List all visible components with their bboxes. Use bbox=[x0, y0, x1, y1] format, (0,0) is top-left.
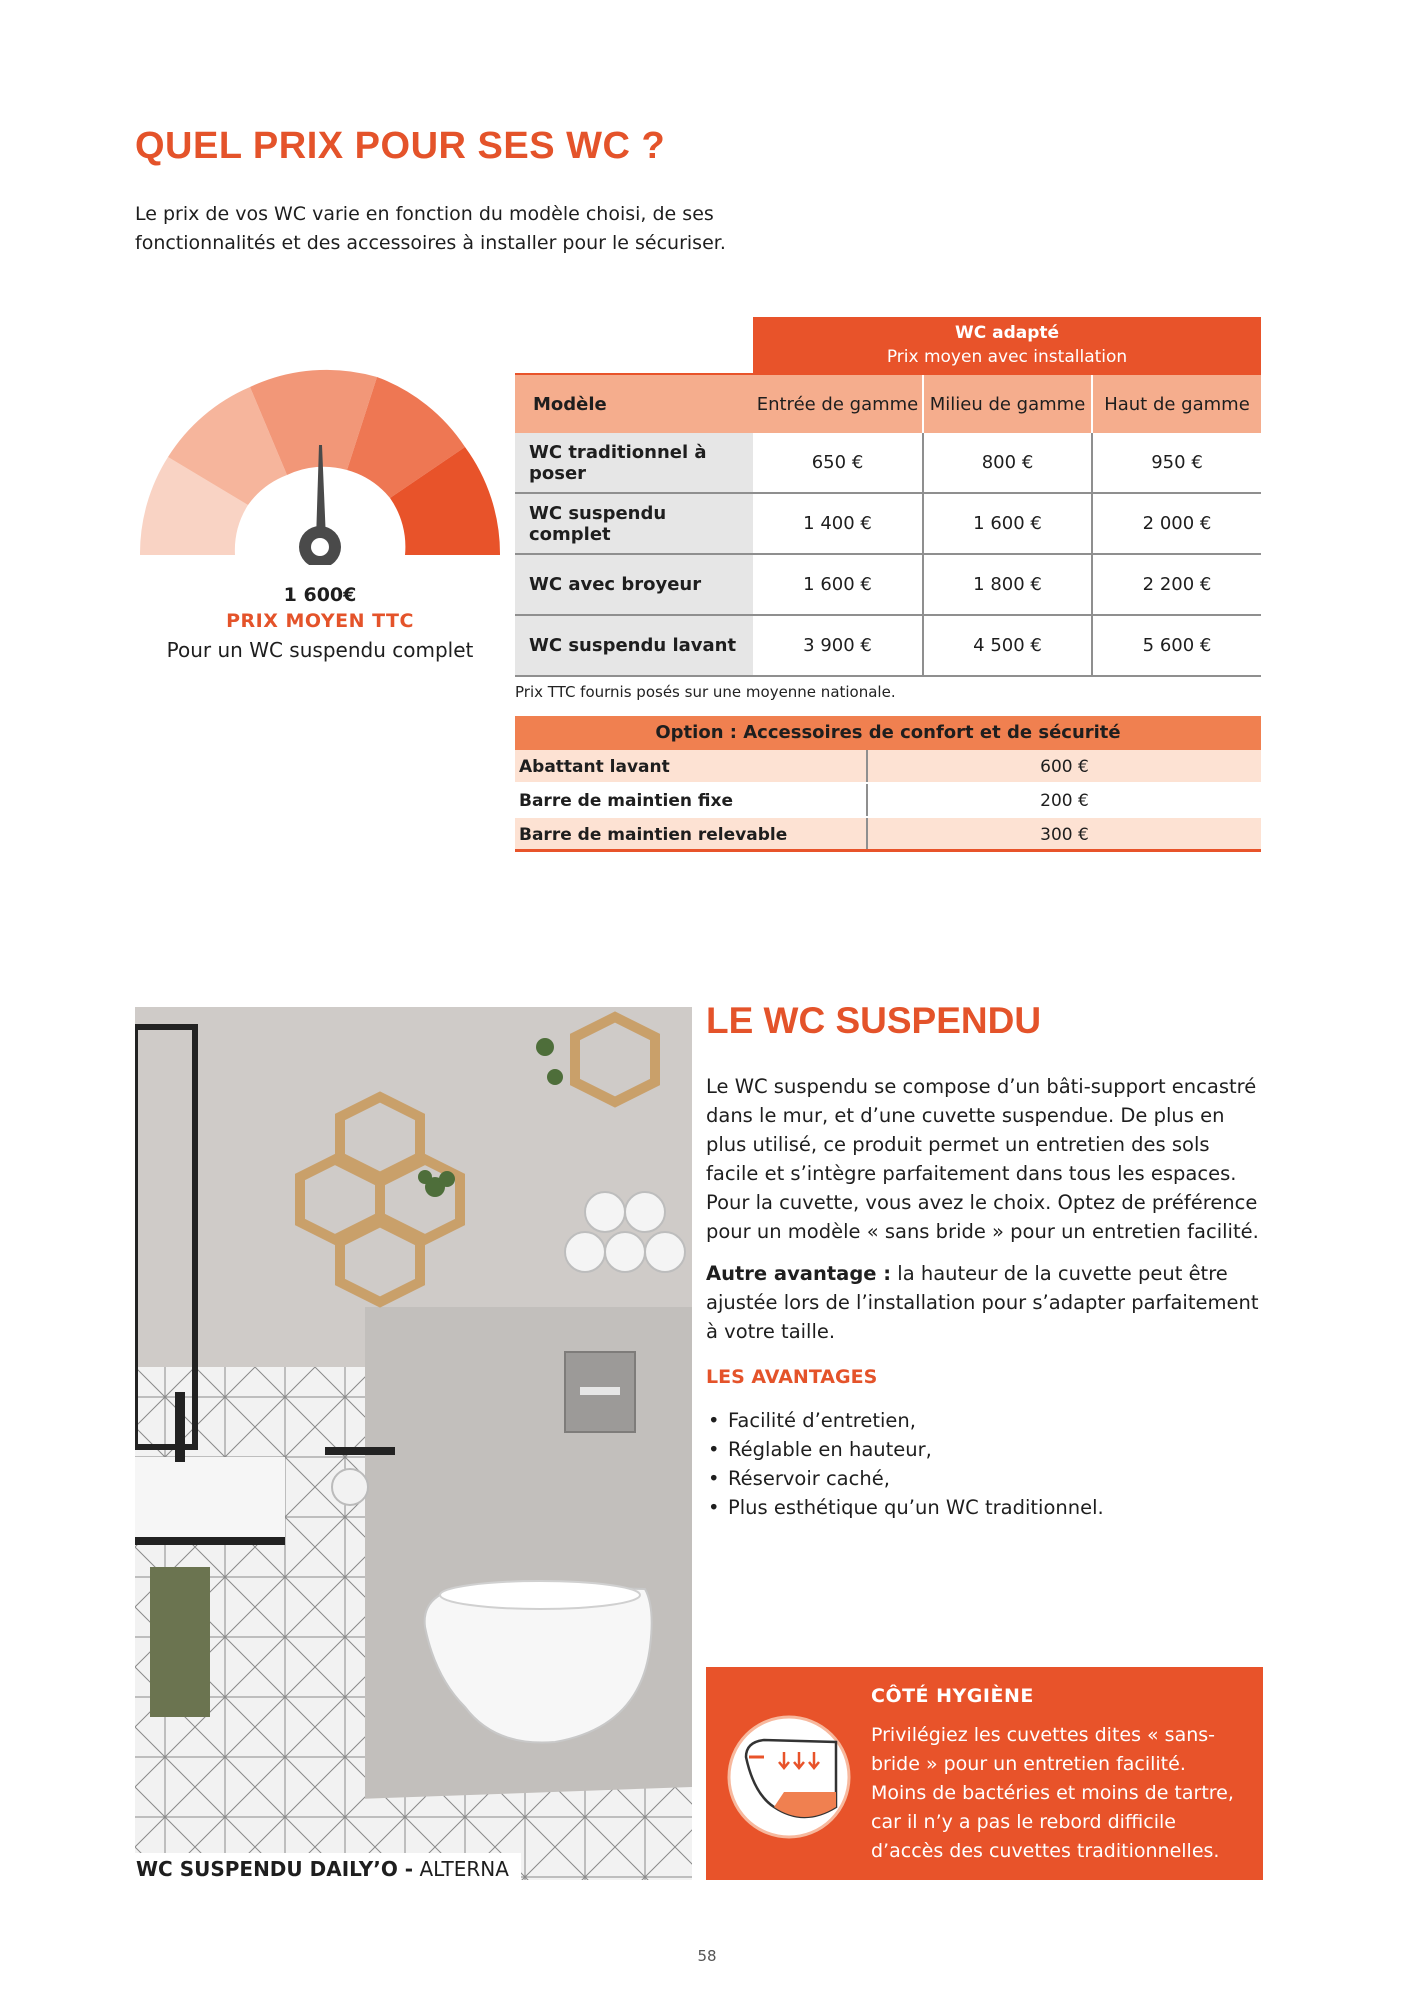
option-label: Barre de maintien fixe bbox=[515, 784, 868, 816]
option-price: 200 € bbox=[1040, 791, 1089, 811]
paper-shelf bbox=[325, 1447, 395, 1455]
cell-mid: 4 500 € bbox=[922, 616, 1091, 675]
hygiene-title: CÔTÉ HYGIÈNE bbox=[871, 1685, 1034, 1707]
faucet bbox=[175, 1392, 185, 1462]
sink bbox=[135, 1457, 285, 1537]
advantage-text: la hauteur de la cuvette peut être ajustée lors de l’installation pour s’adapter parfaitement à votre taille. bbox=[706, 1262, 1259, 1343]
gauge-caption: Pour un WC suspendu complet bbox=[166, 638, 474, 662]
group-subtitle: Prix moyen avec installation bbox=[886, 347, 1128, 367]
header-model: Modèle bbox=[515, 375, 753, 433]
advantages-title: LES AVANTAGES bbox=[706, 1366, 878, 1388]
option-label: Abattant lavant bbox=[515, 750, 868, 782]
price-table-group-header bbox=[753, 317, 1261, 373]
bathroom-illustration bbox=[135, 1007, 692, 1880]
list-item: • Réservoir caché, bbox=[706, 1464, 1266, 1493]
caption-brand: ALTERNA bbox=[419, 1857, 509, 1881]
towel-rack bbox=[135, 1537, 285, 1545]
caption-product: WC SUSPENDU DAILY’O - bbox=[136, 1857, 414, 1881]
section-title: LE WC SUSPENDU bbox=[706, 1000, 1042, 1041]
bathroom-photo bbox=[135, 1007, 692, 1880]
option-price: 300 € bbox=[1040, 825, 1089, 845]
list-item: • Réglable en hauteur, bbox=[706, 1435, 1266, 1464]
options-table bbox=[515, 716, 1261, 852]
cell-entry: 650 € bbox=[811, 452, 864, 473]
intro-paragraph: Le prix de vos WC varie en fonction du modèle choisi, de ses fonctionnalités et des accessoires à installer pour le sécuriser. bbox=[135, 203, 726, 254]
toilet-seat bbox=[440, 1581, 640, 1609]
list-item: • Facilité d’entretien, bbox=[706, 1406, 1266, 1435]
cell-entry: 1 600 € bbox=[803, 574, 872, 595]
table-row bbox=[515, 784, 1261, 818]
cell-mid: 1 800 € bbox=[922, 555, 1091, 614]
gauge-label: PRIX MOYEN TTC bbox=[226, 610, 414, 632]
advantages-list bbox=[706, 1406, 1266, 1522]
cell-high: 5 600 € bbox=[1091, 616, 1261, 675]
row-model: WC suspendu complet bbox=[515, 494, 753, 553]
hygiene-text: Privilégiez les cuvettes dites « sans-bride » pour un entretien facilité. Moins de bactéries et moins de tartre, car il n’y a pas le rebord difficile d’accès des cuvettes traditionnelles. bbox=[871, 1724, 1234, 1862]
table-header-row bbox=[515, 373, 1261, 433]
header-high: Haut de gamme bbox=[1091, 375, 1261, 433]
price-table bbox=[515, 317, 1261, 701]
row-model: WC avec broyeur bbox=[515, 555, 753, 614]
group-title: WC adapté bbox=[954, 323, 1060, 343]
gauge-value: 1 600€ bbox=[283, 584, 357, 606]
list-item: • Plus esthétique qu’un WC traditionnel. bbox=[706, 1493, 1266, 1522]
header-mid: Milieu de gamme bbox=[922, 375, 1091, 433]
advantage-lead: Autre avantage : bbox=[706, 1262, 892, 1285]
price-gauge bbox=[130, 365, 510, 565]
options-title: Option : Accessoires de confort et de sécurité bbox=[515, 716, 1261, 750]
table-row bbox=[515, 818, 1261, 852]
price-note: Prix TTC fournis posés sur une moyenne nationale. bbox=[515, 683, 896, 701]
cell-entry: 1 400 € bbox=[803, 513, 872, 534]
option-price: 600 € bbox=[1040, 757, 1089, 777]
table-row bbox=[515, 433, 1261, 494]
description-paragraph: Le WC suspendu se compose d’un bâti-support encastré dans le mur, et d’une cuvette suspendue. De plus en plus utilisé, ce produit permet un entretien des sols facile et s’intègre parfaitement dans tous les espaces. Pour la cuvette, vous avez le choix. Optez de préférence pour un modèle « sans bride » pour un entretien facilité. bbox=[706, 1075, 1259, 1243]
page-number: 58 bbox=[697, 1947, 717, 1965]
flush-button bbox=[580, 1387, 620, 1395]
cell-high: 2 000 € bbox=[1091, 494, 1261, 553]
row-model: WC traditionnel à poser bbox=[515, 433, 753, 492]
page-title: QUEL PRIX POUR SES WC ? bbox=[135, 125, 666, 167]
cell-entry: 3 900 € bbox=[803, 635, 872, 656]
gauge-hub-center bbox=[311, 538, 329, 556]
cell-high: 2 200 € bbox=[1091, 555, 1261, 614]
towel bbox=[150, 1567, 210, 1717]
cell-high: 950 € bbox=[1091, 433, 1261, 492]
table-row bbox=[515, 555, 1261, 616]
cell-mid: 1 600 € bbox=[922, 494, 1091, 553]
cell-mid: 800 € bbox=[922, 433, 1091, 492]
option-label: Barre de maintien relevable bbox=[515, 818, 868, 849]
paper-roll bbox=[332, 1469, 368, 1505]
hygiene-callout bbox=[706, 1667, 1263, 1880]
rimless-bowl-icon bbox=[724, 1712, 854, 1842]
table-row bbox=[515, 750, 1261, 784]
advantage-paragraph bbox=[706, 1259, 1266, 1346]
table-row bbox=[515, 616, 1261, 677]
row-model: WC suspendu lavant bbox=[515, 616, 753, 675]
header-entry: Entrée de gamme bbox=[756, 393, 919, 415]
photo-caption bbox=[128, 1853, 521, 1885]
table-row bbox=[515, 494, 1261, 555]
